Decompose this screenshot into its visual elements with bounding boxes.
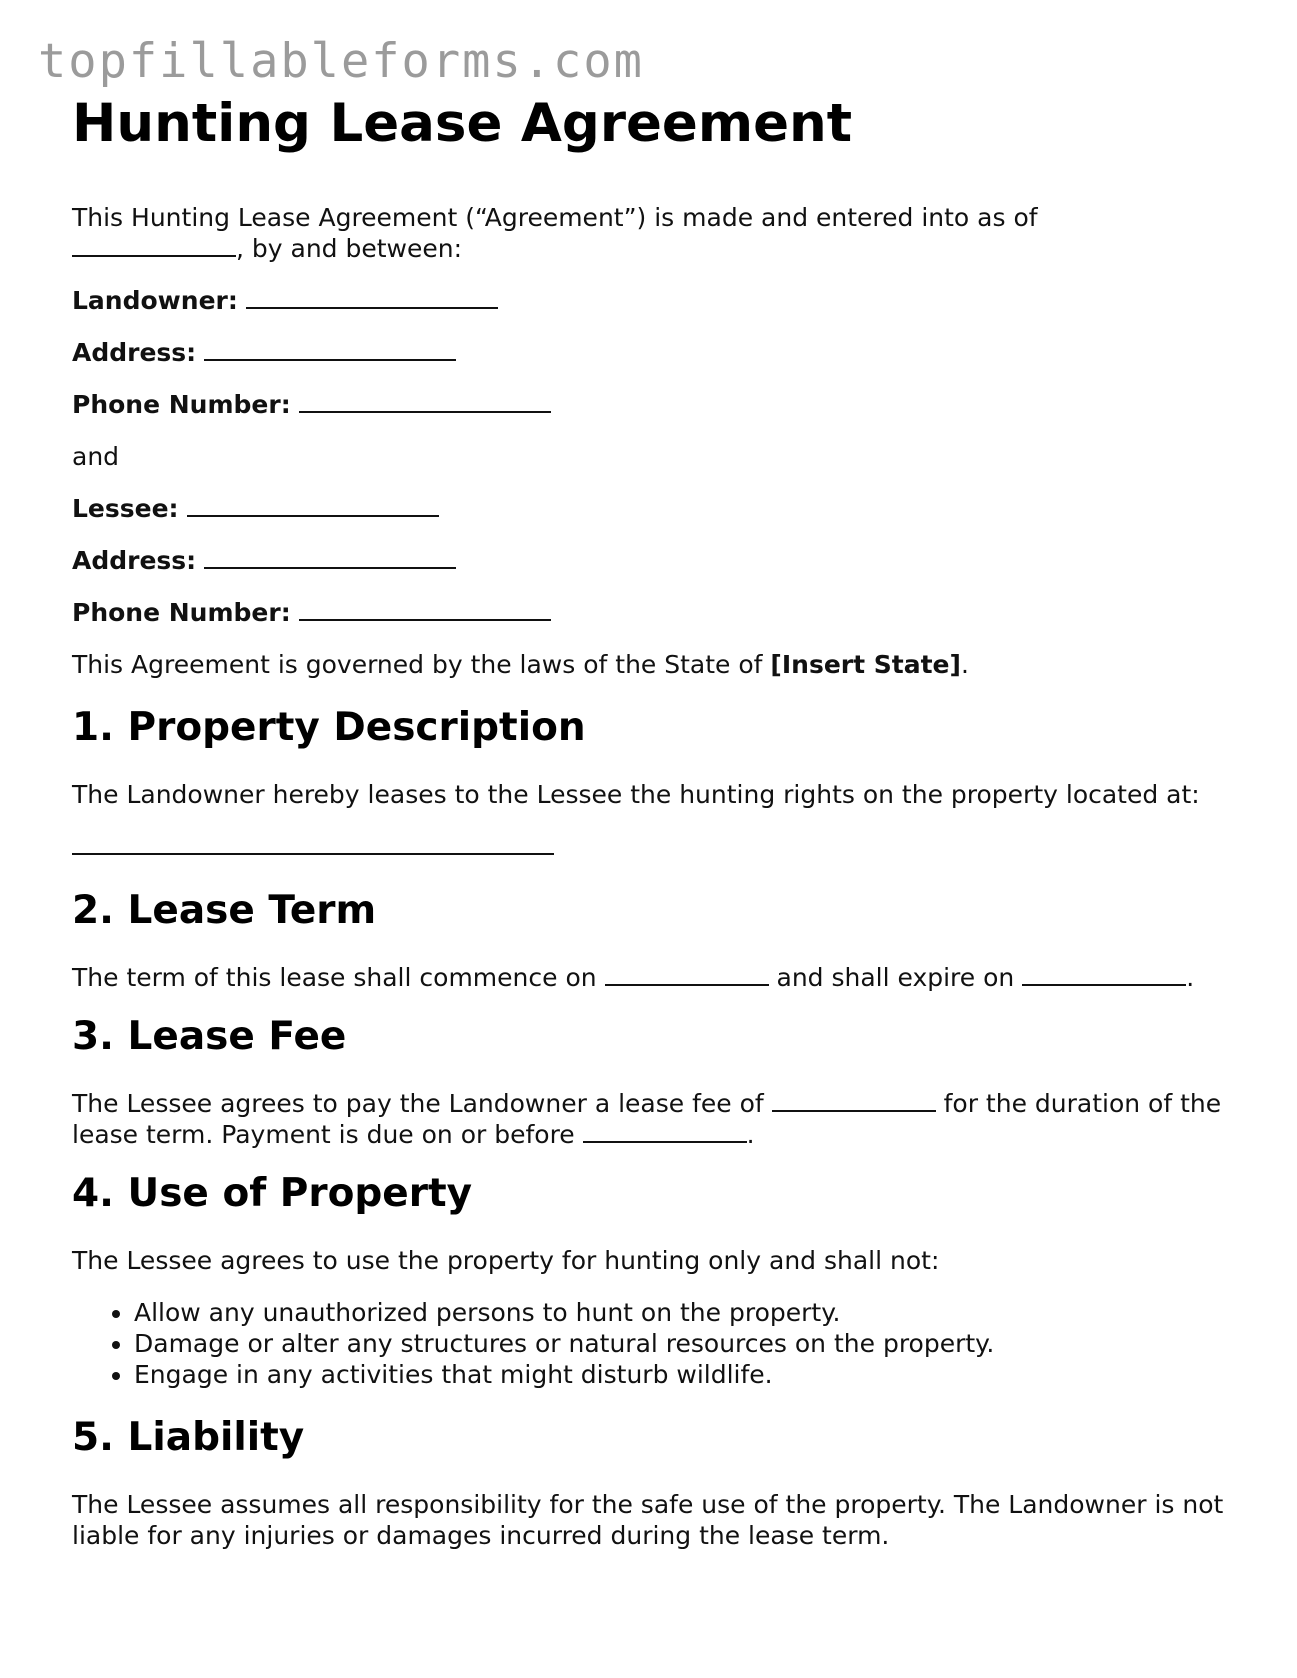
state-placeholder: [Insert State]: [770, 650, 961, 679]
list-item: • Damage or alter any structures or natural resources on the property.: [134, 1328, 1232, 1359]
lessee-address-label: Address:: [72, 546, 197, 575]
landowner-phone-label: Phone Number:: [72, 390, 291, 419]
property-text: The Landowner hereby leases to the Lessee the hunting rights on the property located at:: [72, 780, 1200, 809]
conjunction-and: and: [72, 442, 120, 471]
intro-paragraph: [72, 202, 1232, 264]
fee-text-start: The Lessee agrees to pay the Landowner a lease fee of: [72, 1089, 764, 1118]
watermark: topfillableforms.com: [38, 34, 644, 89]
lessee-label: Lessee:: [72, 494, 179, 523]
term-text-middle: and shall expire on: [776, 963, 1015, 992]
term-paragraph: [72, 962, 1232, 993]
lessee-line: [72, 493, 1232, 524]
list-item: • Allow any unauthorized persons to hunt on the property.: [134, 1297, 1232, 1328]
landowner-address-label: Address:: [72, 338, 197, 367]
liability-text: The Lessee assumes all responsibility for the safe use of the property. The Landowner is not liable for any injuries or damages incurred during the lease term.: [72, 1490, 1224, 1550]
governing-text: This Agreement is governed by the laws of the State of: [72, 650, 763, 679]
governing-end: .: [960, 650, 969, 679]
term-text-start: The term of this lease shall commence on: [72, 963, 597, 992]
governing-law-paragraph: [72, 649, 1232, 680]
use-text: The Lessee agrees to use the property for hunting only and shall not:: [72, 1246, 940, 1275]
use-restrictions-list: [72, 1297, 1232, 1390]
landowner-name-field[interactable]: [246, 285, 498, 309]
fee-end: .: [746, 1120, 755, 1149]
landowner-address-field[interactable]: [204, 337, 456, 361]
fee-text-middle: for the duration of the lease term. Payment is due on or before: [72, 1089, 1222, 1149]
term-start-date-field[interactable]: [605, 962, 769, 986]
lessee-address-field[interactable]: [204, 545, 456, 569]
section-heading-use: 4. Use of Property: [72, 1171, 473, 1216]
term-end: .: [1186, 963, 1195, 992]
lessee-name-field[interactable]: [187, 493, 439, 517]
lease-fee-field[interactable]: [772, 1088, 936, 1112]
lessee-phone-field[interactable]: [299, 597, 551, 621]
intro-after-blank: , by and between:: [236, 234, 463, 263]
section-heading-term: 2. Lease Term: [72, 888, 377, 933]
term-end-date-field[interactable]: [1022, 962, 1186, 986]
property-location-field[interactable]: [72, 831, 554, 855]
list-item: • Engage in any activities that might disturb wildlife.: [134, 1359, 1232, 1390]
landowner-address-line: [72, 337, 1232, 368]
intro-text: This Hunting Lease Agreement (“Agreement”) is made and entered into as of: [72, 203, 1038, 232]
agreement-date-field[interactable]: [72, 233, 236, 257]
lessee-address-line: [72, 545, 1232, 576]
landowner-line: [72, 285, 1232, 316]
landowner-phone-line: [72, 389, 1232, 420]
landowner-phone-field[interactable]: [299, 389, 551, 413]
section-heading-property: 1. Property Description: [72, 705, 586, 750]
section-heading-liability: 5. Liability: [72, 1415, 305, 1460]
landowner-label: Landowner:: [72, 286, 238, 315]
section-heading-fee: 3. Lease Fee: [72, 1014, 347, 1059]
document-page: [72, 92, 1232, 1551]
payment-due-date-field[interactable]: [583, 1119, 747, 1143]
lessee-phone-line: [72, 597, 1232, 628]
document-title: Hunting Lease Agreement: [72, 93, 853, 154]
fee-paragraph: [72, 1088, 1232, 1150]
lessee-phone-label: Phone Number:: [72, 598, 291, 627]
property-location-line: [72, 831, 1232, 862]
